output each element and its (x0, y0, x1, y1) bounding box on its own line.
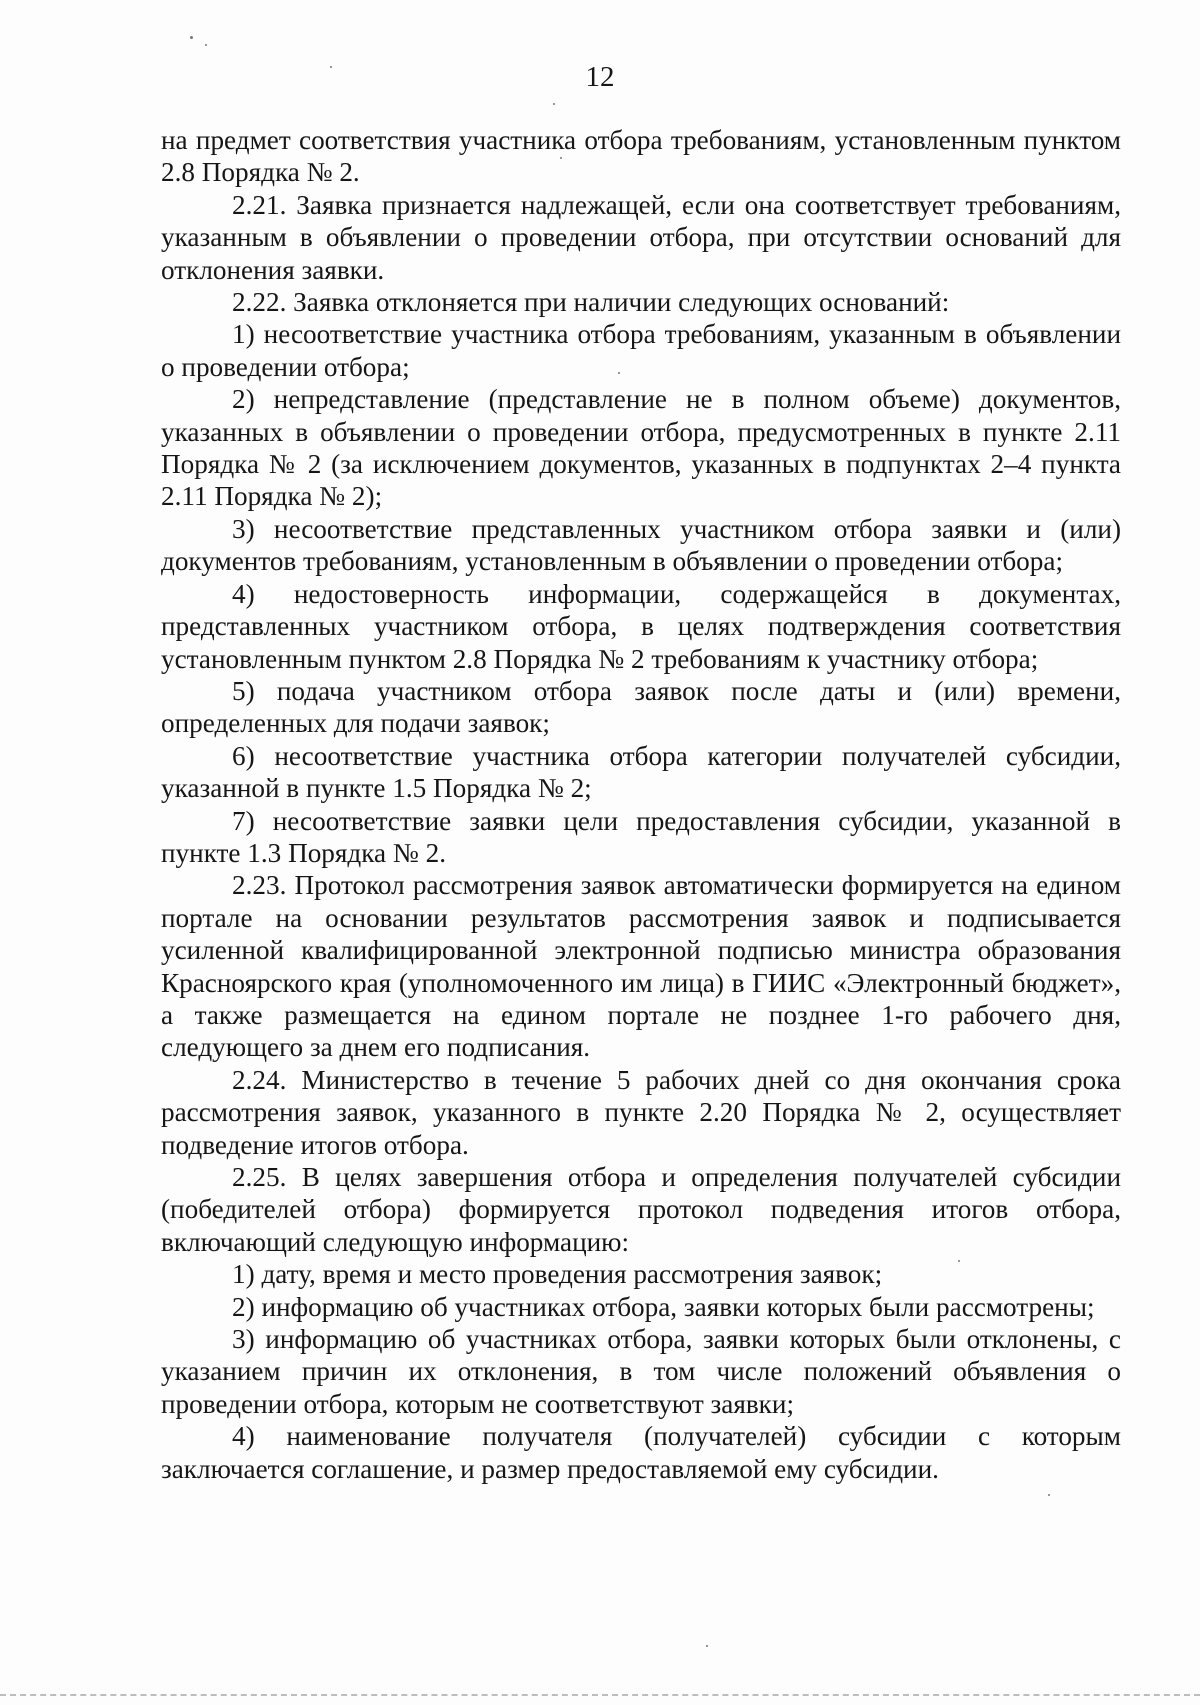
paragraph-2-25: 2.25. В целях завершения отбора и определения получателей субсидии (победителей отбора) формируется протокол подведения итогов отбора, включающий следующую информацию: (161, 1162, 1121, 1257)
paragraph-continuation: на предмет соответствия участника отбора требованиям, установленным пунктом 2.8 Порядка № 2. (161, 125, 1121, 188)
scan-speck (560, 157, 562, 159)
list-item-2-22-1: 1) несоответствие участника отбора требованиям, указанным в объявлении о проведении отбора; (161, 319, 1121, 382)
scan-speck (330, 66, 332, 68)
scan-speck (190, 36, 193, 39)
scan-speck (205, 44, 207, 46)
paragraph-2-23: 2.23. Протокол рассмотрения заявок автоматически формируется на едином портале на основании результатов рассмотрения заявок и подписывается усиленной квалифицированной электронной подписью министра образования Красноярского края (уполномоченного им лица) в ГИИС «Электронный бюджет», а также размещается на едином портале не позднее 1-го рабочего дня, следующего за днем его подписания. (161, 870, 1121, 1063)
paragraph-2-24: 2.24. Министерство в течение 5 рабочих дней со дня окончания срока рассмотрения заявок, указанного в пункте 2.20 Порядка № 2, осуществляет подведение итогов отбора. (161, 1064, 1121, 1160)
document-body (161, 124, 1121, 1485)
page-number: 12 (585, 61, 615, 93)
list-item-2-25-2: 2) информацию об участниках отбора, заявки которых были рассмотрены; (232, 1291, 1095, 1322)
list-item-2-25-4: 4) наименование получателя (получателей) субсидии с которым заключается соглашение, и размер предоставляемой ему субсидии. (161, 1421, 1121, 1484)
list-item-2-22-3: 3) несоответствие представленных участником отбора заявки и (или) документов требованиям, установленным в объявлении о проведении отбора; (161, 513, 1121, 577)
list-item-2-22-5: 5) подача участником отбора заявок после даты и (или) времени, определенных для подачи заявок; (161, 675, 1121, 739)
list-item-2-25-3: 3) информацию об участниках отбора, заявки которых были отклонены, с указанием причин их отклонения, в том числе положений объявления о проведении отбора, которым не соответствуют заявки; (161, 1324, 1121, 1419)
list-item-2-25-1: 1) дату, время и место проведения рассмотрения заявок; (232, 1259, 883, 1290)
scan-speck (1048, 1494, 1050, 1496)
list-item-2-22-4: 4) недостоверность информации, содержащейся в документах, представленных участником отбора, в целях подтверждения соответствия установленным пунктом 2.8 Порядка № 2 требованиям к участнику отбора; (161, 578, 1121, 674)
scan-speck (958, 1260, 960, 1262)
scan-speck (706, 1645, 708, 1647)
scan-speck (553, 103, 555, 105)
scan-speck (618, 372, 620, 374)
scan-bottom-edge (0, 1694, 1200, 1696)
list-item-2-22-7: 7) несоответствие заявки цели предоставления субсидии, указанной в пункте 1.3 Порядка № 2. (161, 805, 1121, 868)
list-item-2-22-2: 2) непредставление (представление не в полном объеме) документов, указанных в объявлении о проведении отбора, предусмотренных в пункте 2.11 Порядка № 2 (за исключением документов, указанных в подпунктах 2–4 пункта 2.11 Порядка № 2); (161, 384, 1121, 512)
list-item-2-22-6: 6) несоответствие участника отбора категории получателей субсидии, указанной в пункте 1.5 Порядка № 2; (161, 740, 1121, 804)
paragraph-2-22: 2.22. Заявка отклоняется при наличии следующих оснований: (232, 287, 950, 318)
paragraph-2-21: 2.21. Заявка признается надлежащей, если она соответствует требованиям, указанным в объявлении о проведении отбора, при отсутствии оснований для отклонения заявки. (161, 189, 1121, 285)
